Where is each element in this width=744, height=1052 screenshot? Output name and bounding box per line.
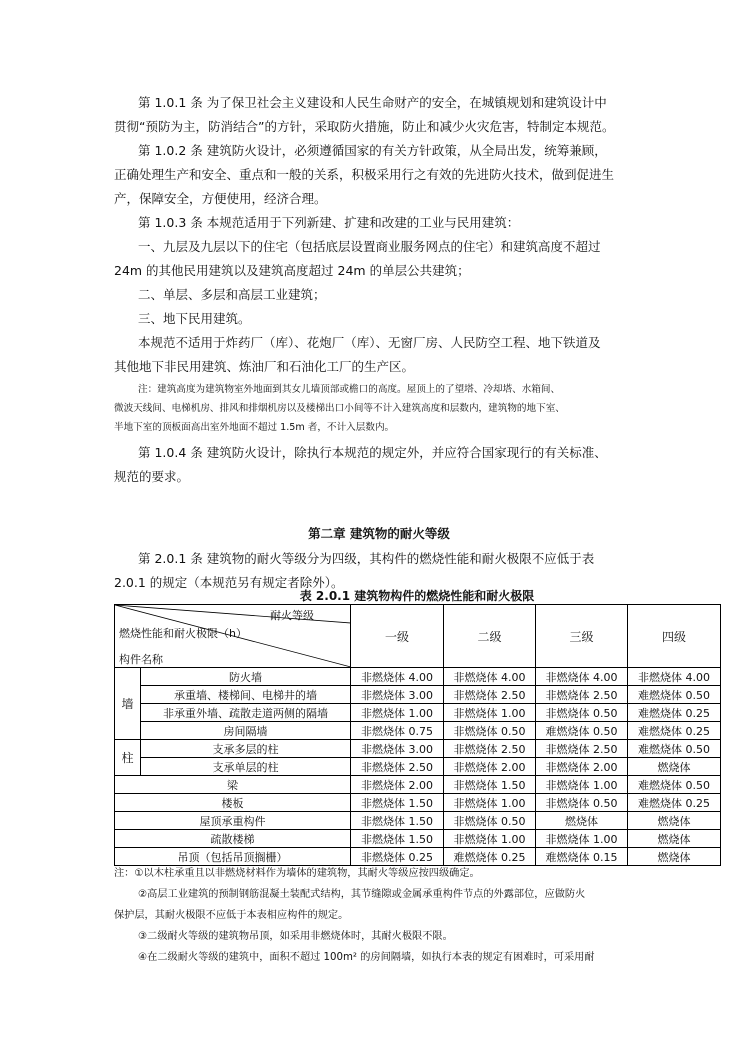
table-header-row [115, 605, 721, 668]
value-cell: 非燃烧体 0.50 [536, 704, 628, 722]
component-name: 防火墙 [141, 668, 351, 686]
value-cell: 非燃烧体 4.00 [536, 668, 628, 686]
value-cell: 非燃烧体 1.00 [536, 776, 628, 794]
chapter-2-heading: 第二章 建筑物的耐火等级 [308, 526, 450, 541]
value-cell: 燃烧体 [628, 848, 721, 866]
value-cell: 非燃烧体 0.25 [351, 848, 444, 866]
grade-1-header: 一级 [351, 605, 444, 668]
table-note-2-line1: ②高层工业建筑的预制钢筋混凝土装配式结构，其节缝隙或金属承重构件节点的外露部位，应做防火 [138, 889, 586, 900]
value-cell: 非燃烧体 3.00 [351, 686, 444, 704]
value-cell: 非燃烧体 1.50 [351, 794, 444, 812]
value-cell: 难燃烧体 0.50 [628, 686, 721, 704]
component-name: 梁 [115, 776, 351, 794]
component-name: 房间隔墙 [141, 722, 351, 740]
article-1-0-3-exclusion-line2: 其他地下非民用建筑、炼油厂和石油化工厂的生产区。 [114, 359, 415, 374]
table-row [115, 758, 721, 776]
value-cell: 非燃烧体 2.00 [444, 758, 536, 776]
table-row [115, 704, 721, 722]
value-cell: 非燃烧体 4.00 [351, 668, 444, 686]
value-cell: 非燃烧体 1.00 [444, 704, 536, 722]
value-cell: 非燃烧体 1.00 [536, 830, 628, 848]
note-building-height-line2: 微波天线间、电梯机房、排风和排烟机房以及楼梯出口小间等不计入建筑高度和层数内，建筑物的地下室、 [114, 403, 565, 414]
article-1-0-2-line1: 第 1.0.2 条 建筑防火设计，必须遵循国家的有关方针政策，从全局出发，统筹兼顾， [138, 143, 607, 158]
table-note-1: 注：①以木柱承重且以非燃烧材料作为墙体的建筑物，其耐火等级应按四级确定。 [114, 868, 480, 879]
value-cell: 非燃烧体 1.50 [444, 776, 536, 794]
article-1-0-4-line2: 规范的要求。 [114, 469, 190, 484]
value-cell: 难燃烧体 0.25 [628, 704, 721, 722]
value-cell: 非燃烧体 1.50 [351, 830, 444, 848]
table-row [115, 812, 721, 830]
category-wall: 墙 [115, 668, 141, 740]
table-caption: 表 2.0.1 建筑物构件的燃烧性能和耐火极限 [299, 589, 535, 603]
table-row [115, 776, 721, 794]
article-1-0-4-line1: 第 1.0.4 条 建筑防火设计，除执行本规范的规定外，并应符合国家现行的有关标准、 [138, 445, 607, 460]
value-cell: 燃烧体 [536, 812, 628, 830]
value-cell: 非燃烧体 1.00 [444, 830, 536, 848]
component-name: 支承单层的柱 [141, 758, 351, 776]
value-cell: 非燃烧体 2.50 [351, 758, 444, 776]
value-cell: 非燃烧体 1.00 [351, 704, 444, 722]
article-1-0-2-line3: 产，保障安全，方便使用，经济合理。 [114, 191, 327, 206]
table-note-3: ③二级耐火等级的建筑物吊顶，如采用非燃烧体时，其耐火极限不限。 [138, 931, 453, 942]
value-cell: 难燃烧体 0.50 [628, 740, 721, 758]
component-name: 屋顶承重构件 [115, 812, 351, 830]
value-cell: 非燃烧体 3.00 [351, 740, 444, 758]
value-cell: 难燃烧体 0.15 [536, 848, 628, 866]
fire-resistance-table [114, 604, 721, 866]
value-cell: 难燃烧体 0.25 [628, 722, 721, 740]
value-cell: 难燃烧体 0.25 [628, 794, 721, 812]
value-cell: 非燃烧体 4.00 [444, 668, 536, 686]
value-cell: 非燃烧体 4.00 [628, 668, 721, 686]
value-cell: 燃烧体 [628, 758, 721, 776]
value-cell: 非燃烧体 2.50 [536, 740, 628, 758]
article-1-0-3-exclusion-line1: 本规范不适用于炸药厂（库）、花炮厂（库）、无窗厂房、人民防空工程、地下铁道及 [138, 335, 601, 350]
value-cell: 难燃烧体 0.50 [628, 776, 721, 794]
grade-3-header: 三级 [536, 605, 628, 668]
article-1-0-3-line1: 第 1.0.3 条 本规范适用于下列新建、扩建和改建的工业与民用建筑： [138, 215, 520, 230]
article-1-0-3-item2: 二、单层、多层和高层工业建筑； [138, 287, 326, 302]
value-cell: 非燃烧体 2.50 [444, 740, 536, 758]
value-cell: 非燃烧体 0.50 [444, 722, 536, 740]
table-note-4: ④在二级耐火等级的建筑中，面积不超过 100m² 的房间隔墙，如执行本表的规定有困难时，可采用耐 [138, 952, 595, 963]
diag-label-performance: 燃烧性能和耐火极限（h） [119, 627, 247, 640]
component-name: 非承重外墙、疏散走道两侧的隔墙 [141, 704, 351, 722]
table-row [115, 794, 721, 812]
component-name: 吊顶（包括吊顶搁栅） [115, 848, 351, 866]
table-row [115, 740, 721, 758]
value-cell: 非燃烧体 1.50 [351, 812, 444, 830]
article-2-0-1-line1: 第 2.0.1 条 建筑物的耐火等级分为四级，其构件的燃烧性能和耐火极限不应低于表 [138, 551, 595, 566]
value-cell: 非燃烧体 2.00 [351, 776, 444, 794]
article-1-0-1-line2: 贯彻“预防为主，防消结合”的方针，采取防火措施，防止和减少火灾危害，特制定本规范。 [114, 119, 615, 134]
value-cell: 非燃烧体 2.00 [536, 758, 628, 776]
value-cell: 非燃烧体 1.00 [444, 794, 536, 812]
note-building-height-line1: 注：建筑高度为建筑物室外地面到其女儿墙顶部或檐口的高度。屋顶上的了望塔、冷却塔、水箱间、 [138, 384, 561, 395]
grade-2-header: 二级 [444, 605, 536, 668]
category-column: 柱 [115, 740, 141, 776]
article-1-0-1-line1: 第 1.0.1 条 为了保卫社会主义建设和人民生命财产的安全，在城镇规划和建筑设计中 [138, 95, 607, 110]
diag-label-component: 构件名称 [119, 653, 163, 666]
value-cell: 非燃烧体 2.50 [536, 686, 628, 704]
article-2-0-1-line2: 2.0.1 的规定（本规范另有规定者除外）。 [114, 575, 344, 590]
value-cell: 难燃烧体 0.50 [536, 722, 628, 740]
article-1-0-3-item1-line2: 24m 的其他民用建筑以及建筑高度超过 24m 的单层公共建筑； [114, 263, 470, 278]
article-1-0-2-line2: 正确处理生产和安全、重点和一般的关系，积极采用行之有效的先进防火技术，做到促进生 [114, 167, 615, 182]
component-name: 支承多层的柱 [141, 740, 351, 758]
table-row [115, 848, 721, 866]
diagonal-header-cell [115, 605, 351, 668]
value-cell: 非燃烧体 0.75 [351, 722, 444, 740]
table-row [115, 668, 721, 686]
value-cell: 燃烧体 [628, 830, 721, 848]
value-cell: 难燃烧体 0.25 [444, 848, 536, 866]
value-cell: 非燃烧体 0.50 [444, 812, 536, 830]
value-cell: 非燃烧体 0.50 [536, 794, 628, 812]
value-cell: 燃烧体 [628, 812, 721, 830]
article-1-0-3-item1-line1: 一、九层及九层以下的住宅（包括底层设置商业服务网点的住宅）和建筑高度不超过 [138, 239, 601, 254]
component-name: 疏散楼梯 [115, 830, 351, 848]
table-note-2-line2: 保护层，其耐火极限不应低于本表相应构件的规定。 [114, 910, 349, 921]
article-1-0-3-item3: 三、地下民用建筑。 [138, 311, 251, 326]
component-name: 楼板 [115, 794, 351, 812]
component-name: 承重墙、楼梯间、电梯井的墙 [141, 686, 351, 704]
note-building-height-line3: 半地下室的顶板面高出室外地面不超过 1.5m 者，不计入层数内。 [114, 422, 395, 433]
value-cell: 非燃烧体 2.50 [444, 686, 536, 704]
table-row [115, 686, 721, 704]
diag-label-grade: 耐火等级 [270, 609, 314, 622]
table-row [115, 830, 721, 848]
table-row [115, 722, 721, 740]
grade-4-header: 四级 [628, 605, 721, 668]
